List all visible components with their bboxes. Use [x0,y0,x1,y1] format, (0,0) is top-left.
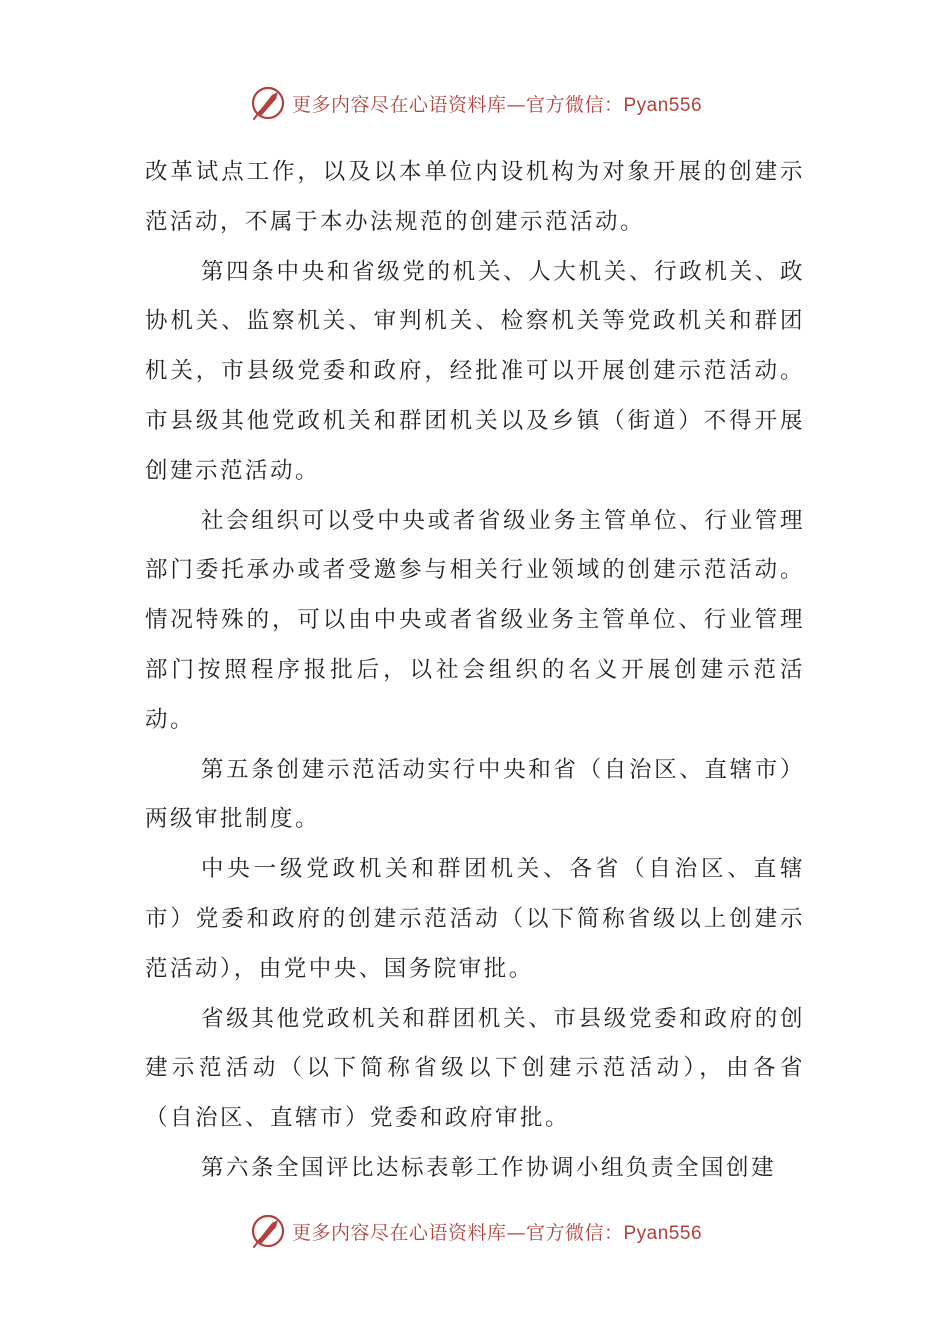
paragraph: 第四条中央和省级党的机关、人大机关、行政机关、政协机关、监察机关、审判机关、检察机关等党政机关和群团机关，市县级党委和政府，经批准可以开展创建示范活动。市县级其他党政机关和群团机关以及乡镇（街道）不得开展创建示范活动。 [145,258,805,484]
wechat-id: Pyan556 [623,1222,703,1244]
document-body [145,148,805,1194]
wechat-id: Pyan556 [623,94,703,116]
pen-nib-circle-icon [248,1211,288,1251]
paragraph: 中央一级党政机关和群团机关、各省（自治区、直辖市）党委和政府的创建示范活动（以下简称省级以上创建示范活动），由党中央、国务院审批。 [145,856,805,982]
watermark-text: 更多内容尽在心语资料库—官方微信：Pyan556 [291,1221,703,1244]
watermark-footer [0,1209,950,1253]
paragraph: 第六条全国评比达标表彰工作协调小组负责全国创建 [201,1154,777,1181]
pen-nib-circle-icon [248,83,288,123]
paragraph: 省级其他党政机关和群团机关、市县级党委和政府的创建示范活动（以下简称省级以下创建示范活动），由各省（自治区、直辖市）党委和政府审批。 [145,1005,805,1132]
paragraph: 改革试点工作，以及以本单位内设机构为对象开展的创建示范活动，不属于本办法规范的创建示范活动。 [145,159,805,235]
watermark-text: 更多内容尽在心语资料库—官方微信：Pyan556 [291,93,703,116]
watermark-header [0,81,950,125]
paragraph: 社会组织可以受中央或者省级业务主管单位、行业管理部门委托承办或者受邀参与相关行业领域的创建示范活动。情况特殊的，可以由中央或者省级业务主管单位、行业管理部门按照程序报批后，以社会组织的名义开展创建示范活动。 [145,507,805,733]
paragraph: 第五条创建示范活动实行中央和省（自治区、直辖市）两级审批制度。 [145,756,805,833]
